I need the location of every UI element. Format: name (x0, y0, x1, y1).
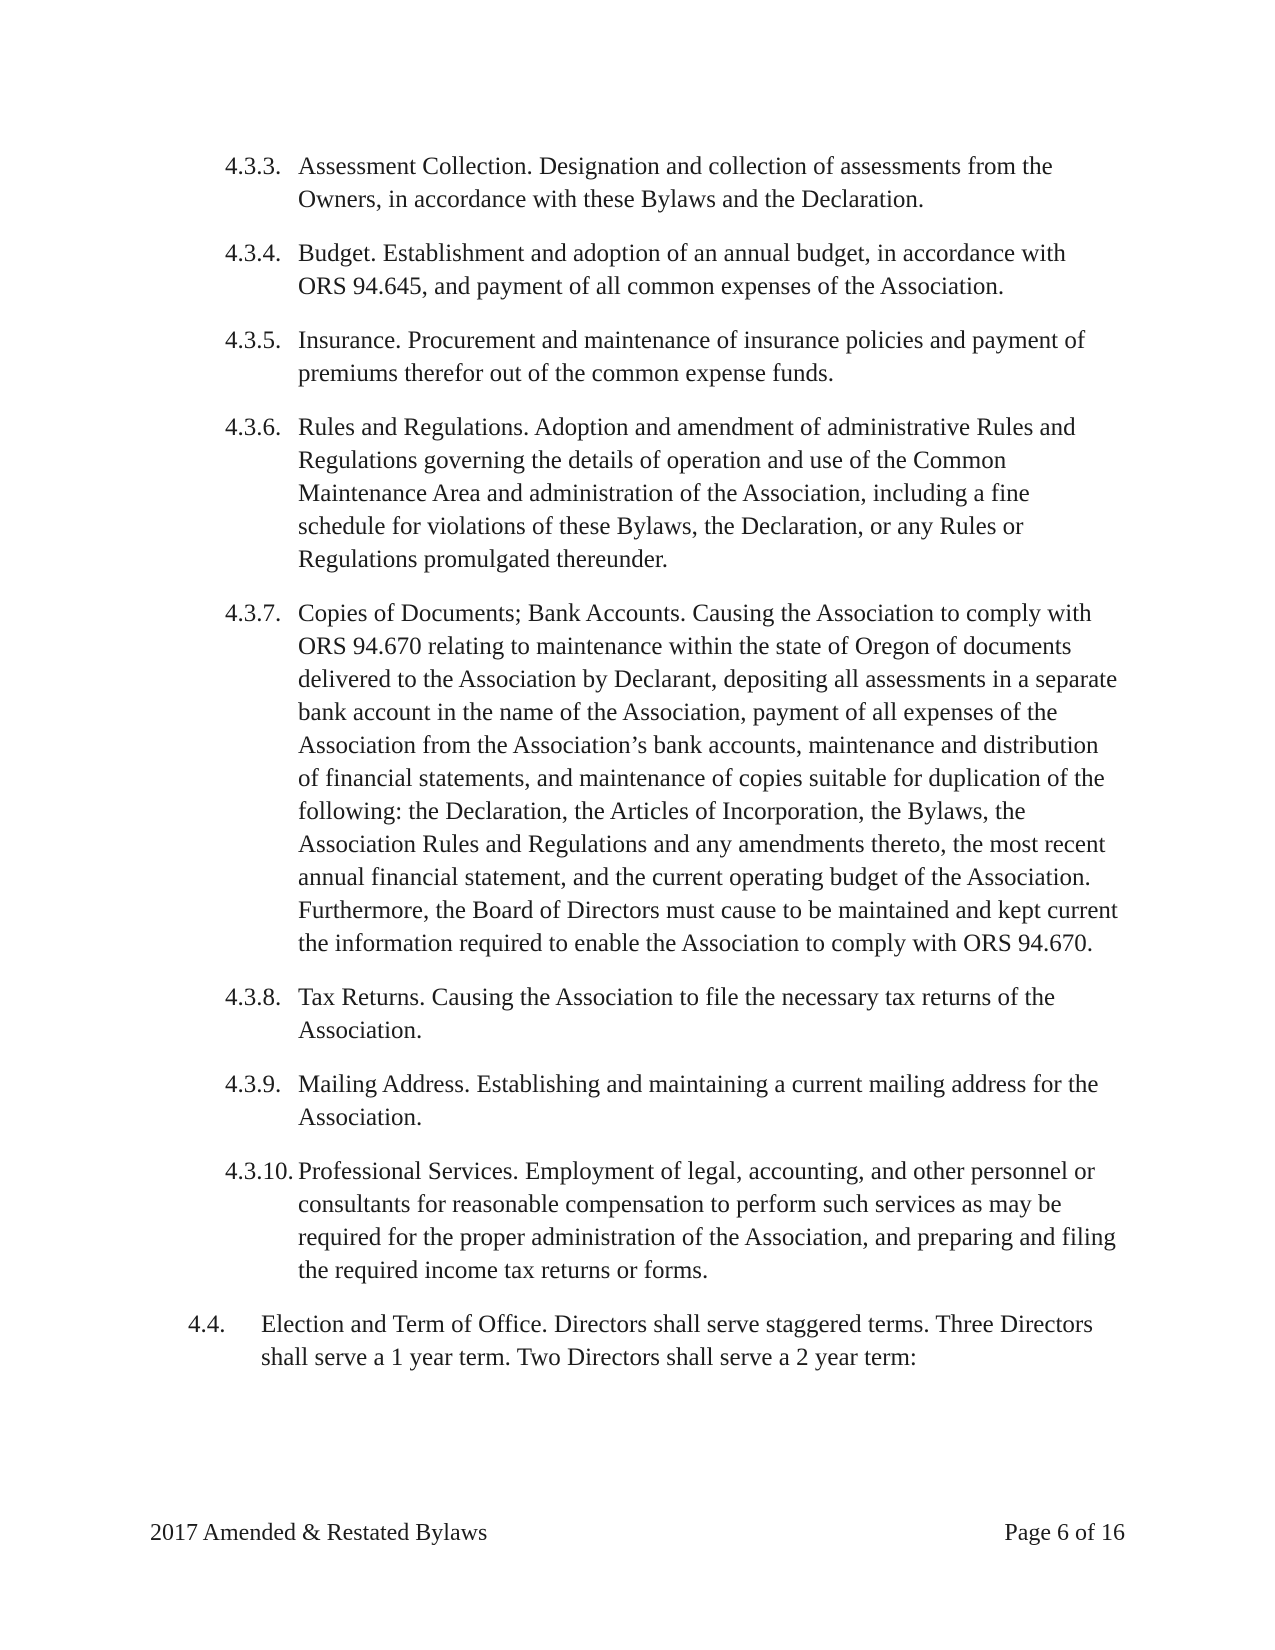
item-number: 4.3.3. (225, 153, 282, 180)
item-text: Budget. Establishment and adoption of an annual budget, in accordance with ORS 94.645, and payment of all common expenses of the Association. (298, 240, 1066, 300)
item-text: Mailing Address. Establishing and maintaining a current mailing address for the Association. (298, 1071, 1099, 1131)
item-text: Insurance. Procurement and maintenance of insurance policies and payment of premiums therefor out of the common expense funds. (298, 327, 1086, 387)
bylaw-item-4-3-3 (225, 150, 1118, 216)
item-text: Assessment Collection. Designation and collection of assessments from the Owners, in accordance with these Bylaws and the Declaration. (298, 153, 1053, 213)
item-number: 4.3.7. (225, 600, 282, 627)
bylaw-item-4-3-5 (225, 324, 1118, 390)
item-number: 4.3.6. (225, 414, 282, 441)
bylaw-item-4-3-6 (225, 411, 1118, 576)
item-text: Professional Services. Employment of legal, accounting, and other personnel or consultants for reasonable compensation to perform such services as may be required for the proper administration of the Association, and preparing and filing the required income tax returns or forms. (298, 1158, 1116, 1284)
item-number: 4.3.8. (225, 984, 282, 1011)
item-text: Copies of Documents; Bank Accounts. Causing the Association to comply with ORS 94.670 relating to maintenance within the state of Oregon of documents delivered to the Association by Declarant, depositing all assessments in a separate bank account in the name of the Association, payment of all expenses of the Association from the Association’s bank accounts, maintenance and distribution of financial statements, and maintenance of copies suitable for duplication of the following: the Declaration, the Articles of Incorporation, the Bylaws, the Association Rules and Regulations and any amendments thereto, the most recent annual financial statement, and the current operating budget of the Association. Furthermore, the Board of Directors must cause to be maintained and kept current the information required to enable the Association to comply with ORS 94.670. (298, 600, 1118, 957)
item-number: 4.3.10. (225, 1158, 294, 1185)
section-text: Election and Term of Office. Directors shall serve staggered terms. Three Directors shall serve a 1 year term. Two Directors shall serve a 2 year term: (261, 1311, 1093, 1371)
bylaw-item-4-3-8 (225, 981, 1118, 1047)
footer-document-title: 2017 Amended & Restated Bylaws (150, 1520, 488, 1546)
bylaw-item-4-3-9 (225, 1068, 1118, 1134)
bylaw-item-4-3-7 (225, 597, 1118, 960)
item-number: 4.3.9. (225, 1071, 282, 1098)
footer-page-number: Page 6 of 16 (1004, 1520, 1125, 1546)
item-number: 4.3.4. (225, 240, 282, 267)
bylaws-items (0, 150, 1275, 1395)
bylaw-section-4-4 (188, 1308, 1101, 1374)
bylaw-item-4-3-10 (225, 1155, 1118, 1287)
item-text: Rules and Regulations. Adoption and amendment of administrative Rules and Regulations governing the details of operation and use of the Common Maintenance Area and administration of the Association, including a fine schedule for violations of these Bylaws, the Declaration, or any Rules or Regulations promulgated thereunder. (298, 414, 1076, 573)
item-number: 4.3.5. (225, 327, 282, 354)
bylaw-item-4-3-4 (225, 237, 1118, 303)
section-number: 4.4. (188, 1311, 226, 1338)
item-text: Tax Returns. Causing the Association to file the necessary tax returns of the Association. (298, 984, 1056, 1044)
